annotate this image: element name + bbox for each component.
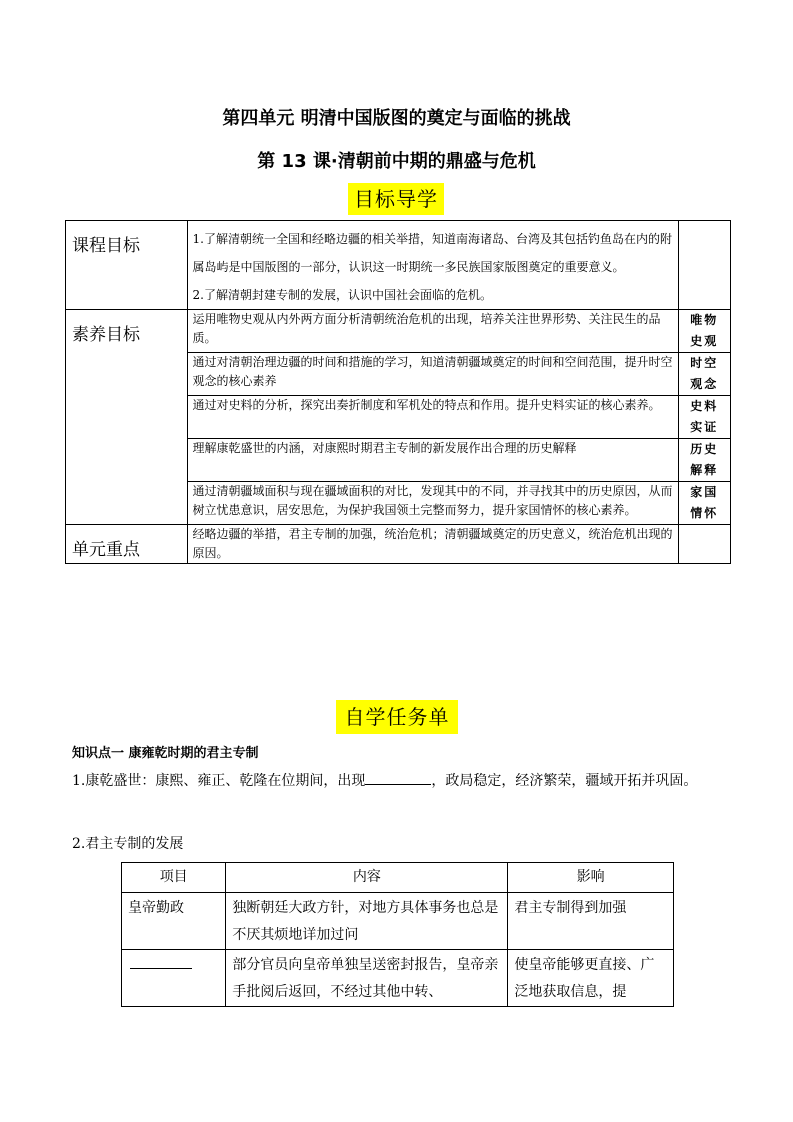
literacy-text: 通过对清朝治理边疆的时间和措施的学习，知道清朝疆域奠定的时间和空间范围，提升时空观念的核心素养 bbox=[187, 353, 678, 396]
question-item-2: 2.君主专制的发展 bbox=[72, 836, 184, 852]
literacy-tag: 历史 解释 bbox=[678, 439, 730, 482]
literacy-tag: 时空 观念 bbox=[678, 353, 730, 396]
literacy-tag: 家国 情怀 bbox=[678, 482, 730, 525]
course-goal-text bbox=[187, 221, 678, 310]
section-label-self-study: 自学任务单 bbox=[336, 700, 458, 734]
table-row bbox=[66, 310, 731, 353]
table-cell-content: 独断朝廷大政方针，对地方具体事务也总是不厌其烦地详加过问 bbox=[226, 893, 508, 950]
column-header: 内容 bbox=[226, 863, 508, 893]
course-goal-item-1: 1.了解清朝统一全国和经略边疆的相关举措，知道南海诸岛、台湾及其包括钓鱼岛在内的附属岛屿是中国版图的一部分，认识这一时期统一多民族国家版图奠定的重要意义。 bbox=[192, 232, 672, 274]
fill-blank[interactable] bbox=[365, 770, 431, 785]
unit-title: 第四单元 明清中国版图的奠定与面临的挑战 bbox=[222, 108, 571, 129]
literacy-text: 理解康乾盛世的内涵，对康熙时期君主专制的新发展作出合理的历史解释 bbox=[187, 439, 678, 482]
literacy-text: 通过清朝疆域面积与现在疆域面积的对比，发现其中的不同，并寻找其中的历史原因，从而树立忧患意识，居安思危，为保护我国领土完整而努力，提升家国情怀的核心素养。 bbox=[187, 482, 678, 525]
empty-cell bbox=[678, 221, 730, 310]
empty-cell bbox=[678, 525, 730, 564]
table-row bbox=[66, 525, 731, 564]
column-header: 项目 bbox=[122, 863, 226, 893]
course-goal-item-2: 2.了解清朝封建专制的发展，认识中国社会面临的危机。 bbox=[192, 288, 492, 302]
table-cell-content: 部分官员向皇帝单独呈送密封报告，皇帝亲手批阅后返回，不经过其他中转、 bbox=[226, 950, 508, 1007]
question-item-1: 1.康乾盛世：康熙、雍正、乾隆在位期间，出现 ，政局稳定，经济繁荣，疆域开拓并巩固。 bbox=[72, 768, 724, 795]
table-header-row bbox=[122, 863, 674, 893]
unit-focus-label: 单元重点 bbox=[66, 525, 188, 564]
table-cell-effect: 使皇帝能够更直接、广泛地获取信息，提 bbox=[508, 950, 674, 1007]
column-header: 影响 bbox=[508, 863, 674, 893]
unit-focus-text: 经略边疆的举措，君主专制的加强，统治危机；清朝疆域奠定的历史意义，统治危机出现的原因。 bbox=[187, 525, 678, 564]
literacy-text: 通过对史料的分析，探究出奏折制度和军机处的特点和作用。提升史料实证的核心素养。 bbox=[187, 396, 678, 439]
table-row bbox=[122, 893, 674, 950]
literacy-goal-label: 素养目标 bbox=[66, 310, 188, 525]
goals-table bbox=[65, 220, 731, 564]
section-label-goals: 目标导学 bbox=[348, 183, 444, 215]
table-cell-item: 皇帝勤政 bbox=[122, 893, 226, 950]
literacy-tag: 唯物 史观 bbox=[678, 310, 730, 353]
table-cell-effect: 君主专制得到加强 bbox=[508, 893, 674, 950]
literacy-tag: 史料 实证 bbox=[678, 396, 730, 439]
literacy-text: 运用唯物史观从内外两方面分析清朝统治危机的出现，培养关注世界形势、关注民生的品质。 bbox=[187, 310, 678, 353]
table-cell-item bbox=[122, 950, 226, 1007]
fill-blank[interactable] bbox=[130, 954, 192, 969]
course-goal-label: 课程目标 bbox=[66, 221, 188, 310]
knowledge-point-heading: 知识点一 康雍乾时期的君主专制 bbox=[72, 746, 259, 761]
table-row bbox=[122, 950, 674, 1007]
lesson-title: 第 13 课·清朝前中期的鼎盛与危机 bbox=[257, 151, 536, 172]
autocracy-development-table bbox=[121, 862, 674, 1007]
table-row bbox=[66, 221, 731, 310]
